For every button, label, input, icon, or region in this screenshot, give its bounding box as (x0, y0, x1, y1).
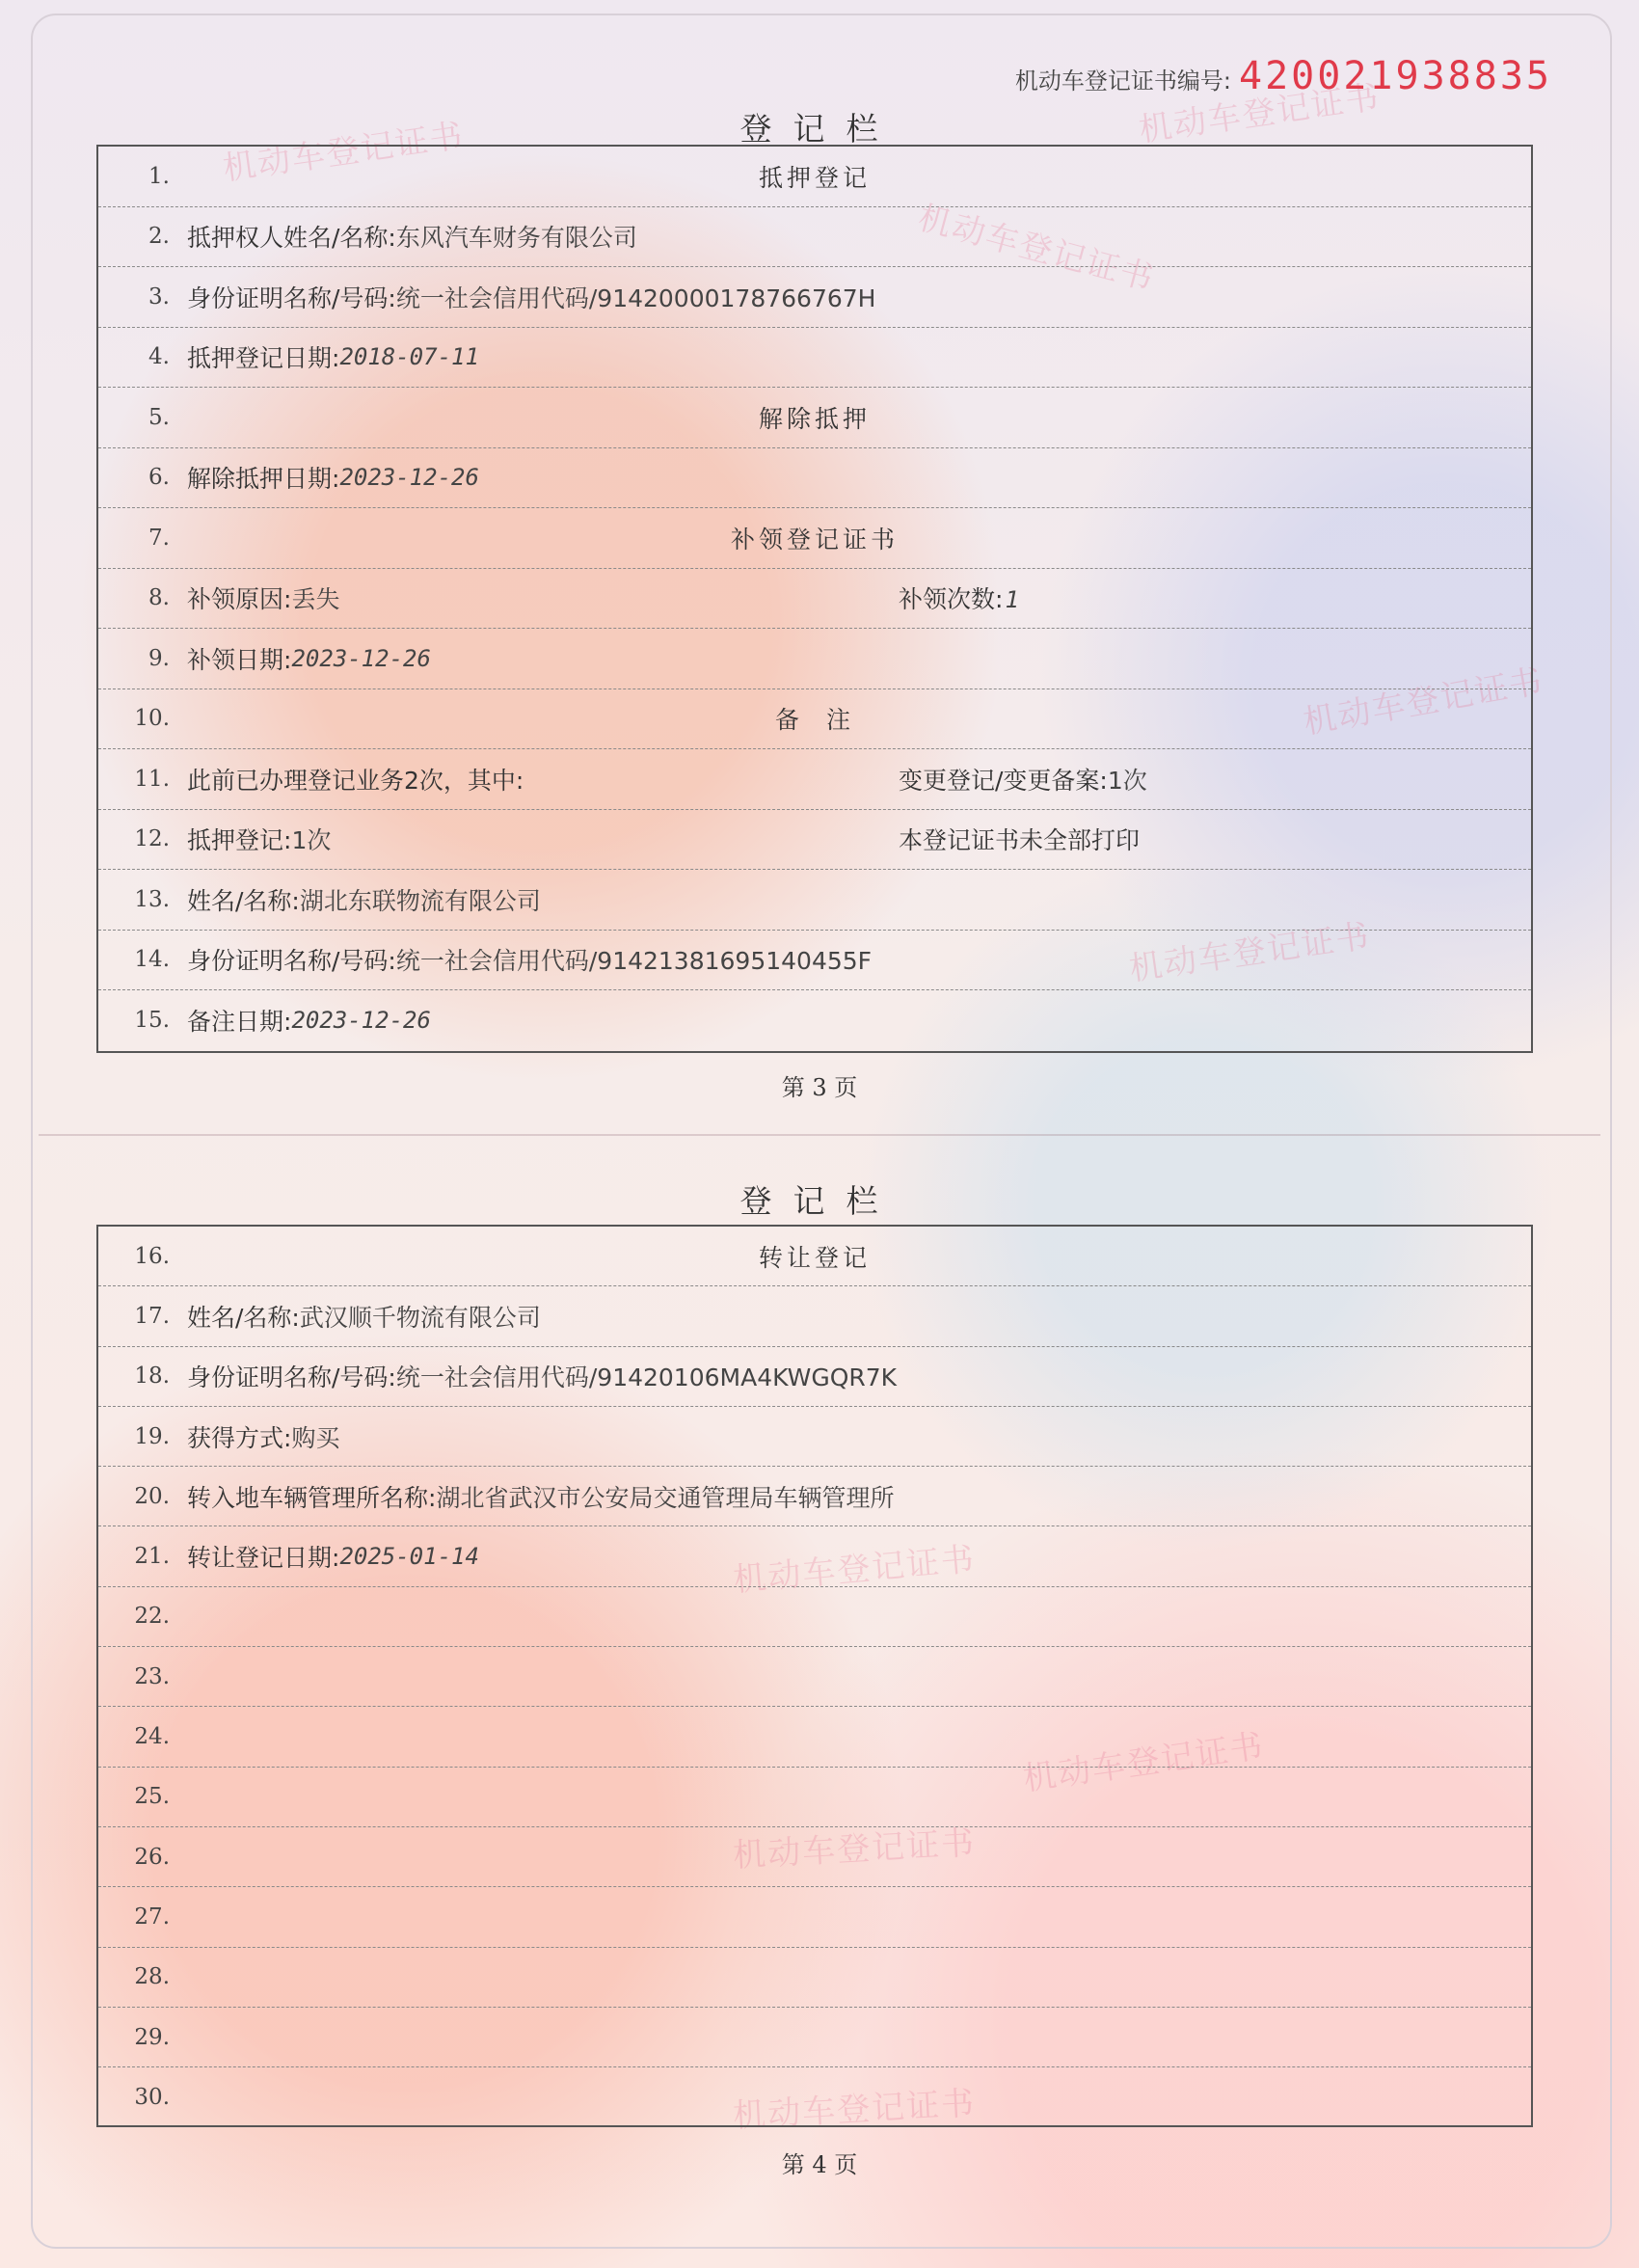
row-number: 3. (148, 284, 170, 310)
field-value: 统一社会信用代码/91421381695140455F (395, 947, 873, 976)
page-number: 第 3 页 (781, 1074, 858, 1101)
field-label: 身份证明名称/号码: (187, 947, 396, 976)
table-row (98, 1707, 1531, 1767)
right-field-value: 1次 (1107, 766, 1147, 795)
table-row (98, 689, 1531, 750)
table-row (98, 990, 1531, 1051)
page3-title: 登记栏 (739, 110, 900, 148)
watermark: 机动车登记证书 (1126, 916, 1374, 989)
table-row (98, 569, 1531, 630)
field-value: 湖北东联物流有限公司 (299, 886, 541, 915)
table-row (98, 1887, 1531, 1947)
field-label: 解除抵押日期: (187, 465, 340, 494)
row-number: 24. (134, 1724, 170, 1750)
field-label: 备注日期: (187, 1008, 292, 1037)
field-label: 身份证明名称/号码: (187, 284, 396, 312)
table-row (98, 1587, 1531, 1647)
watermark: 机动车登记证书 (914, 198, 1159, 299)
section-heading: 补领登记证书 (730, 525, 899, 554)
field-value: 湖北省武汉市公安局交通管理局车辆管理所 (436, 1483, 895, 1512)
table-row (98, 1647, 1531, 1707)
table-row (98, 2067, 1531, 2127)
page-number: 第 4 页 (781, 2151, 858, 2178)
right-field-label: 补领次数: (899, 585, 1004, 614)
field-label: 转入地车辆管理所名称: (187, 1483, 437, 1512)
field-value: 统一社会信用代码/91420106MA4KWGQR7K (395, 1364, 898, 1392)
table-row (98, 1286, 1531, 1346)
field-label: 抵押权人姓名/名称: (187, 224, 396, 253)
table-row (98, 508, 1531, 569)
section-heading: 解除抵押 (758, 404, 871, 433)
row-number: 27. (134, 1904, 170, 1930)
table-row (98, 1347, 1531, 1407)
table-row (98, 207, 1531, 268)
field-value: 2023-12-26 (291, 1007, 431, 1035)
row-number: 2. (148, 224, 170, 250)
table-row (98, 1227, 1531, 1286)
row-number: 1. (148, 163, 170, 189)
row-number: 25. (134, 1784, 170, 1810)
row-number: 19. (134, 1423, 170, 1449)
certificate-number-value: 420021938835 (1239, 54, 1552, 98)
page4-title: 登记栏 (739, 1182, 900, 1220)
row-number: 29. (134, 2024, 170, 2050)
row-number: 28. (134, 1964, 170, 1990)
row-number: 14. (134, 947, 170, 973)
watermark: 机动车登记证书 (732, 2084, 978, 2136)
table-row (98, 1467, 1531, 1526)
certificate-number (1015, 54, 1552, 98)
table-row (98, 1526, 1531, 1586)
row-number: 6. (148, 465, 170, 491)
field-value: 2023-12-26 (339, 464, 479, 492)
row-number: 22. (134, 1604, 170, 1630)
row-number: 4. (148, 344, 170, 370)
table-row (98, 1948, 1531, 2008)
row-number: 17. (134, 1303, 170, 1329)
field-value: 统一社会信用代码/91420000178766767H (395, 284, 876, 312)
page-fold-line (39, 1134, 1600, 1136)
table-row (98, 1768, 1531, 1827)
field-value: 购买 (291, 1423, 340, 1452)
row-number: 5. (148, 404, 170, 430)
table-row (98, 870, 1531, 931)
field-label: 身份证明名称/号码: (187, 1364, 396, 1392)
row-number: 9. (148, 645, 170, 671)
certificate-number-label: 机动车登记证书编号: (1014, 68, 1232, 94)
section-heading: 备 注 (775, 706, 854, 735)
field-label: 抵押登记: (187, 826, 292, 855)
field-label: 姓名/名称: (187, 1303, 300, 1332)
table-row (98, 749, 1531, 810)
row-number: 15. (134, 1008, 170, 1034)
row-number: 18. (134, 1364, 170, 1390)
table-row (98, 810, 1531, 871)
field-label: 补领日期: (187, 645, 292, 674)
field-value: 2018-07-11 (339, 343, 479, 371)
watermark: 机动车登记证书 (1020, 1726, 1268, 1799)
page3-register-table (96, 145, 1533, 1053)
row-number: 26. (134, 1844, 170, 1870)
right-field-label: 本登记证书未全部打印 (899, 826, 1141, 855)
field-label: 获得方式: (187, 1423, 292, 1452)
right-field-label: 变更登记/变更备案: (899, 766, 1108, 795)
row-number: 30. (134, 2085, 170, 2111)
field-value: 丢失 (291, 585, 340, 614)
row-number: 23. (134, 1663, 170, 1689)
watermark: 机动车登记证书 (1136, 77, 1384, 150)
table-row (98, 2008, 1531, 2067)
field-label: 姓名/名称: (187, 886, 300, 915)
table-row (98, 328, 1531, 389)
field-label: 转让登记日期: (187, 1544, 340, 1573)
row-number: 10. (134, 706, 170, 732)
row-number: 21. (134, 1544, 170, 1570)
watermark: 机动车登记证书 (732, 1540, 978, 1600)
row-number: 11. (134, 766, 170, 792)
right-field-value: 1 (1005, 586, 1019, 614)
field-label: 此前已办理登记业务2次，其中: (187, 766, 524, 795)
field-value: 东风汽车财务有限公司 (395, 224, 637, 253)
table-row (98, 448, 1531, 509)
row-number: 20. (134, 1483, 170, 1509)
section-heading: 抵押登记 (758, 163, 871, 192)
table-row (98, 267, 1531, 328)
row-number: 13. (134, 886, 170, 912)
watermark: 机动车登记证书 (732, 1823, 978, 1876)
field-value: 武汉顺千物流有限公司 (299, 1303, 541, 1332)
row-number: 12. (134, 826, 170, 852)
table-row (98, 388, 1531, 448)
section-heading: 转让登记 (758, 1243, 871, 1272)
field-label: 抵押登记日期: (187, 344, 340, 373)
row-number: 16. (134, 1243, 170, 1269)
watermark: 机动车登记证书 (220, 116, 468, 189)
row-number: 7. (148, 525, 170, 551)
table-row (98, 1827, 1531, 1887)
watermark: 机动车登记证书 (1301, 662, 1547, 742)
table-row (98, 147, 1531, 207)
table-row (98, 931, 1531, 991)
field-value: 1次 (291, 826, 332, 855)
row-number: 8. (148, 585, 170, 611)
table-row (98, 1407, 1531, 1467)
table-row (98, 629, 1531, 689)
field-value: 2025-01-14 (339, 1543, 479, 1571)
field-value: 2023-12-26 (291, 644, 431, 672)
page4-register-table (96, 1225, 1533, 2127)
field-label: 补领原因: (187, 585, 292, 614)
